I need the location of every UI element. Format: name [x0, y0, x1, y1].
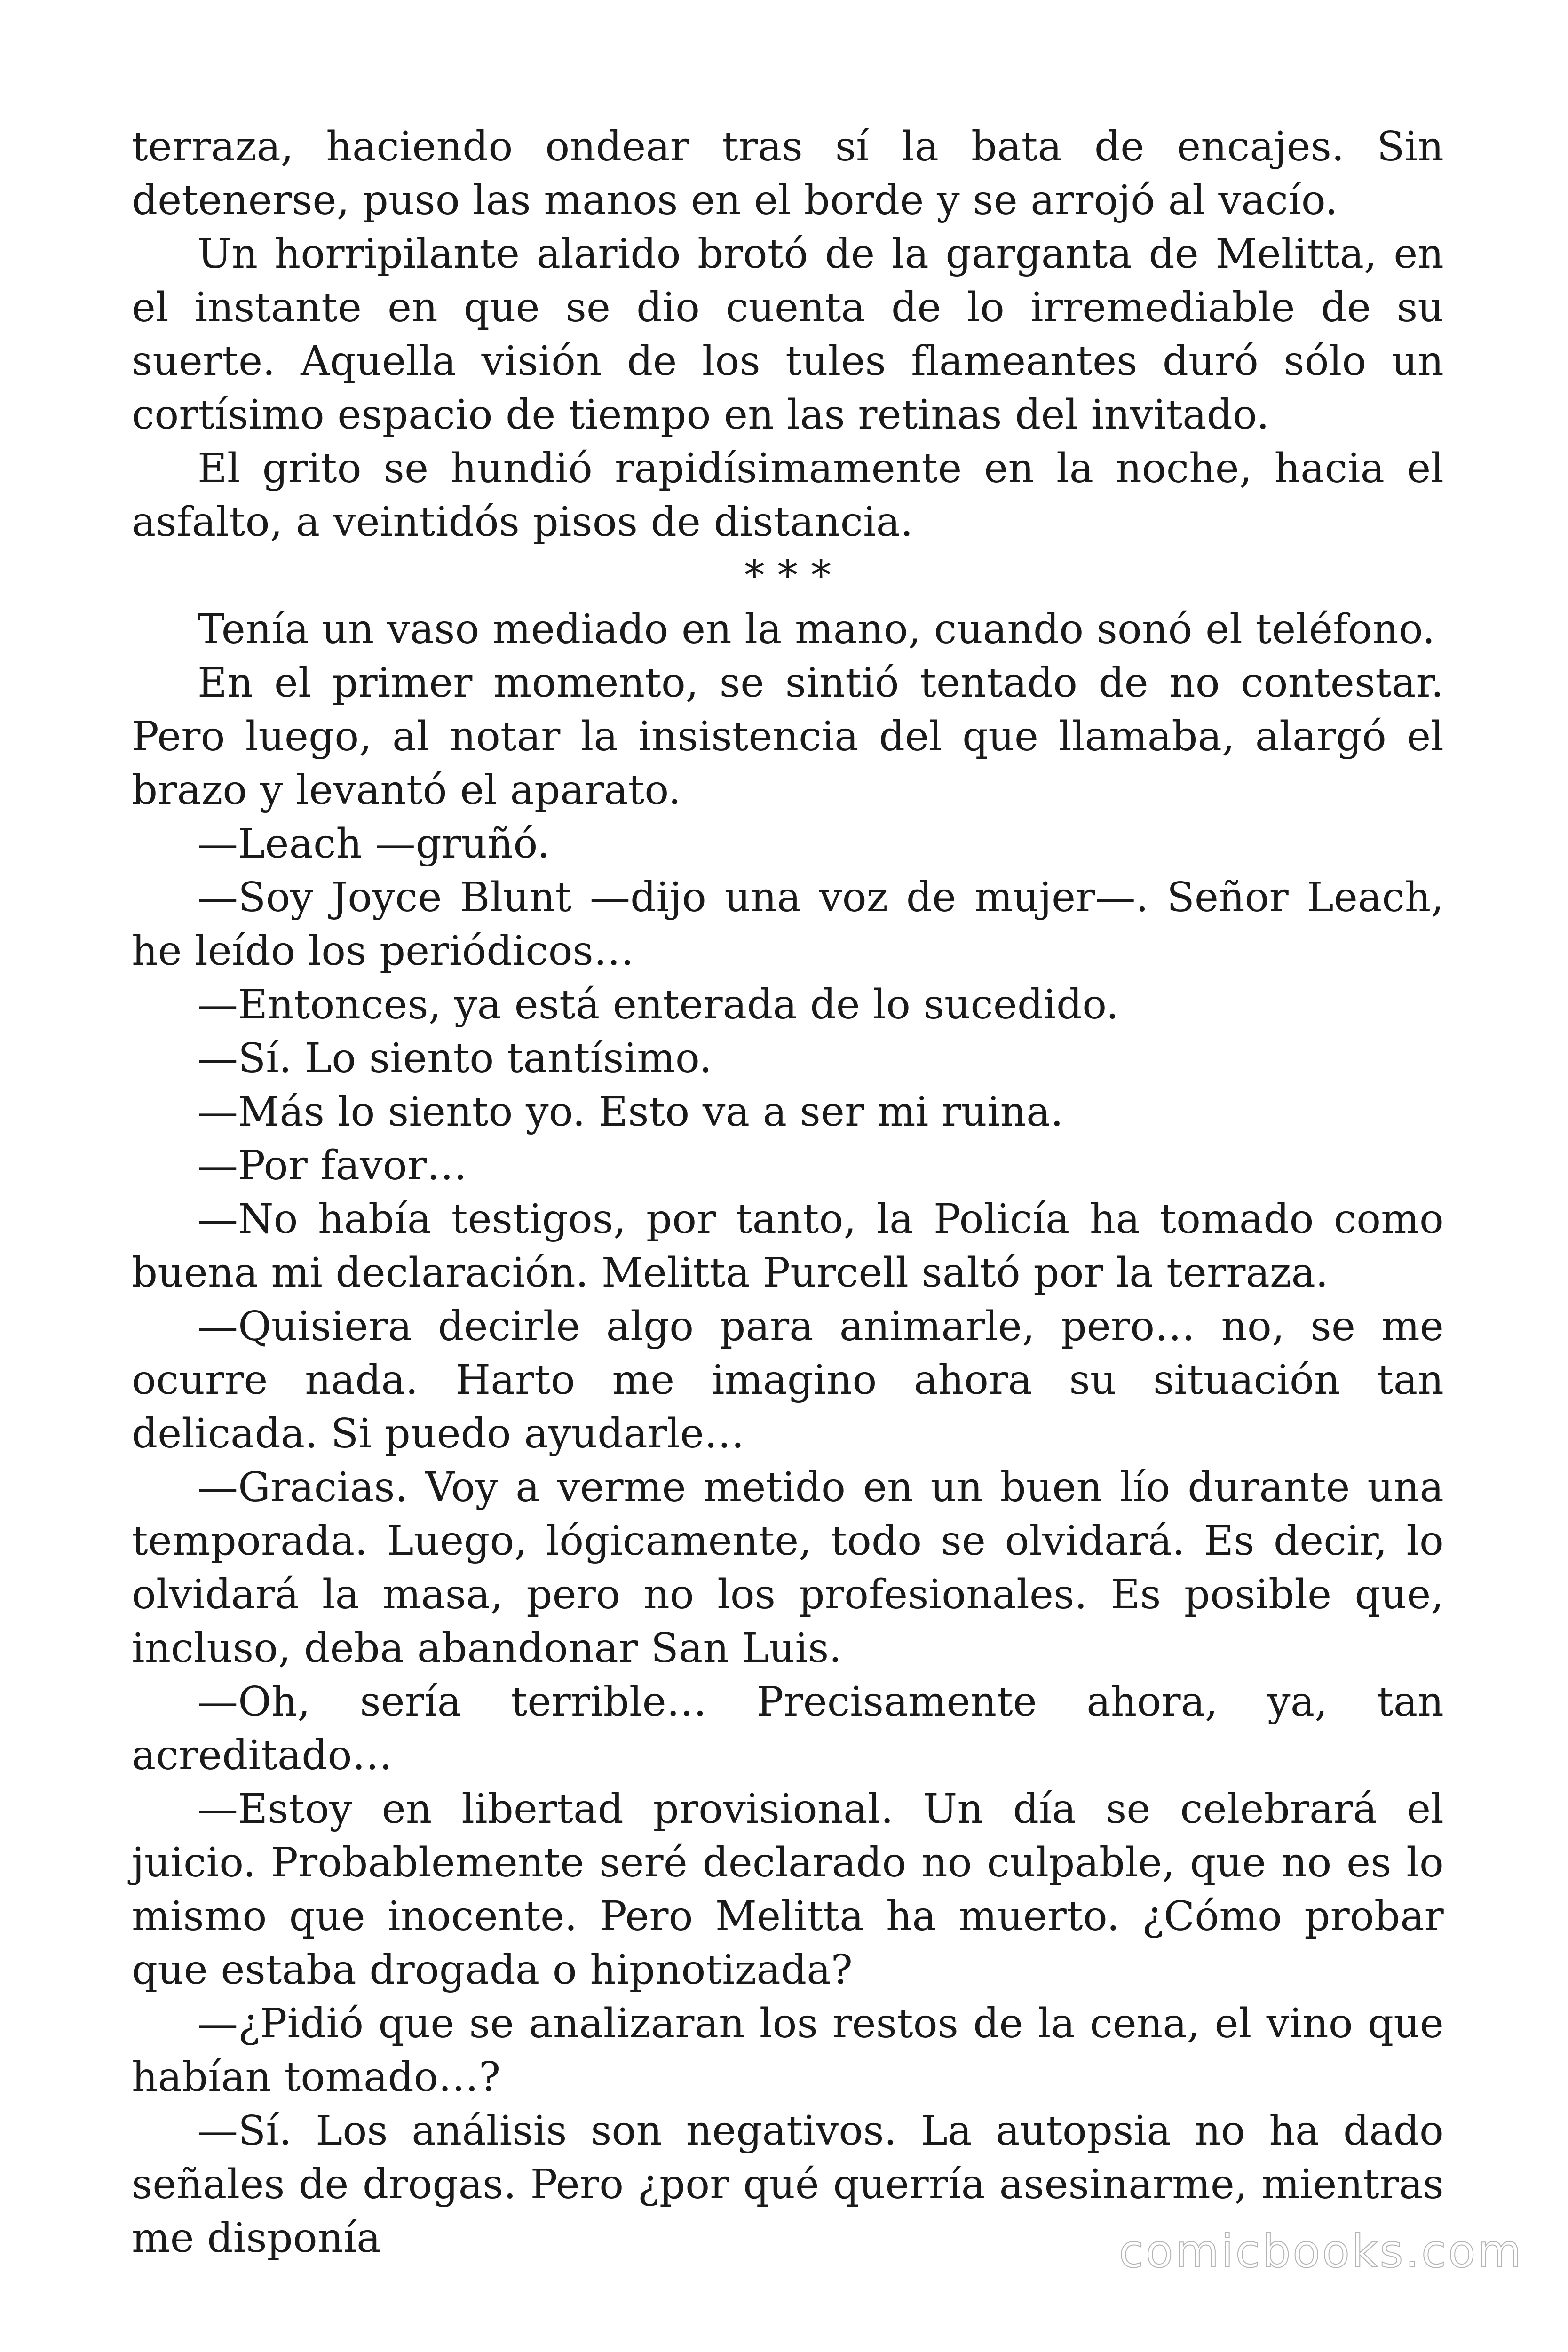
- scene-separator: * * *: [744, 552, 832, 599]
- dialogue-line: —Soy Joyce Blunt —dijo una voz de mujer—. Señor Leach, he leído los periódicos…: [132, 874, 1444, 975]
- watermark: comicbooks.com: [1118, 2225, 1523, 2278]
- dialogue-line: —¿Pidió que se analizaran los restos de la cena, el vino que habían tomado…?: [132, 2000, 1444, 2101]
- paragraph: Tenía un vaso mediado en la mano, cuando sonó el teléfono.: [198, 606, 1435, 653]
- dialogue-line: —Estoy en libertad provisional. Un día se celebrará el juicio. Probablemente seré declarado no culpable, que no es lo mismo que inocente. Pero Melitta ha muerto. ¿Cómo probar que estaba drogada o hipnotizada?: [132, 1786, 1444, 1994]
- dialogue-line: —No había testigos, por tanto, la Policía ha tomado como buena mi declaración. Melitta Purcell saltó por la terraza.: [132, 1196, 1444, 1296]
- paragraph: El grito se hundió rapidísimamente en la noche, hacia el asfalto, a veintidós pisos de distancia.: [132, 445, 1444, 546]
- paragraph: terraza, haciendo ondear tras sí la bata de encajes. Sin detenerse, puso las manos en el borde y se arrojó al vacío.: [132, 123, 1444, 224]
- dialogue-line: —Quisiera decirle algo para animarle, pero… no, se me ocurre nada. Harto me imagino ahora su situación tan delicada. Si puedo ayudarle…: [132, 1303, 1444, 1457]
- dialogue-line: —Sí. Lo siento tantísimo.: [198, 1035, 712, 1082]
- paragraph: En el primer momento, se sintió tentado de no contestar. Pero luego, al notar la insistencia del que llamaba, alargó el brazo y levantó el aparato.: [132, 660, 1444, 814]
- dialogue-line: —Por favor…: [198, 1142, 467, 1189]
- dialogue-line: —Gracias. Voy a verme metido en un buen lío durante una temporada. Luego, lógicamente, todo se olvidará. Es decir, lo olvidará la masa, pero no los profesionales. Es posible que, incluso, deba abandonar San Luis.: [132, 1464, 1444, 1672]
- dialogue-line: —Sí. Los análisis son negativos. La autopsia no ha dado señales de drogas. Pero ¿por qué querría asesinarme, mientras me disponía: [132, 2107, 1444, 2262]
- body-text: [132, 120, 1444, 2265]
- dialogue-line: —Leach —gruñó.: [198, 820, 550, 867]
- dialogue-line: —Entonces, ya está enterada de lo sucedido.: [198, 981, 1119, 1028]
- dialogue-line: —Más lo siento yo. Esto va a ser mi ruina.: [198, 1089, 1064, 1136]
- paragraph: Un horripilante alarido brotó de la garganta de Melitta, en el instante en que se dio cuenta de lo irremediable de su suerte. Aquella visión de los tules flameantes duró sólo un cortísimo espacio de tiempo en las retinas del invitado.: [132, 230, 1444, 438]
- dialogue-line: —Oh, sería terrible… Precisamente ahora, ya, tan acreditado…: [132, 1678, 1444, 1779]
